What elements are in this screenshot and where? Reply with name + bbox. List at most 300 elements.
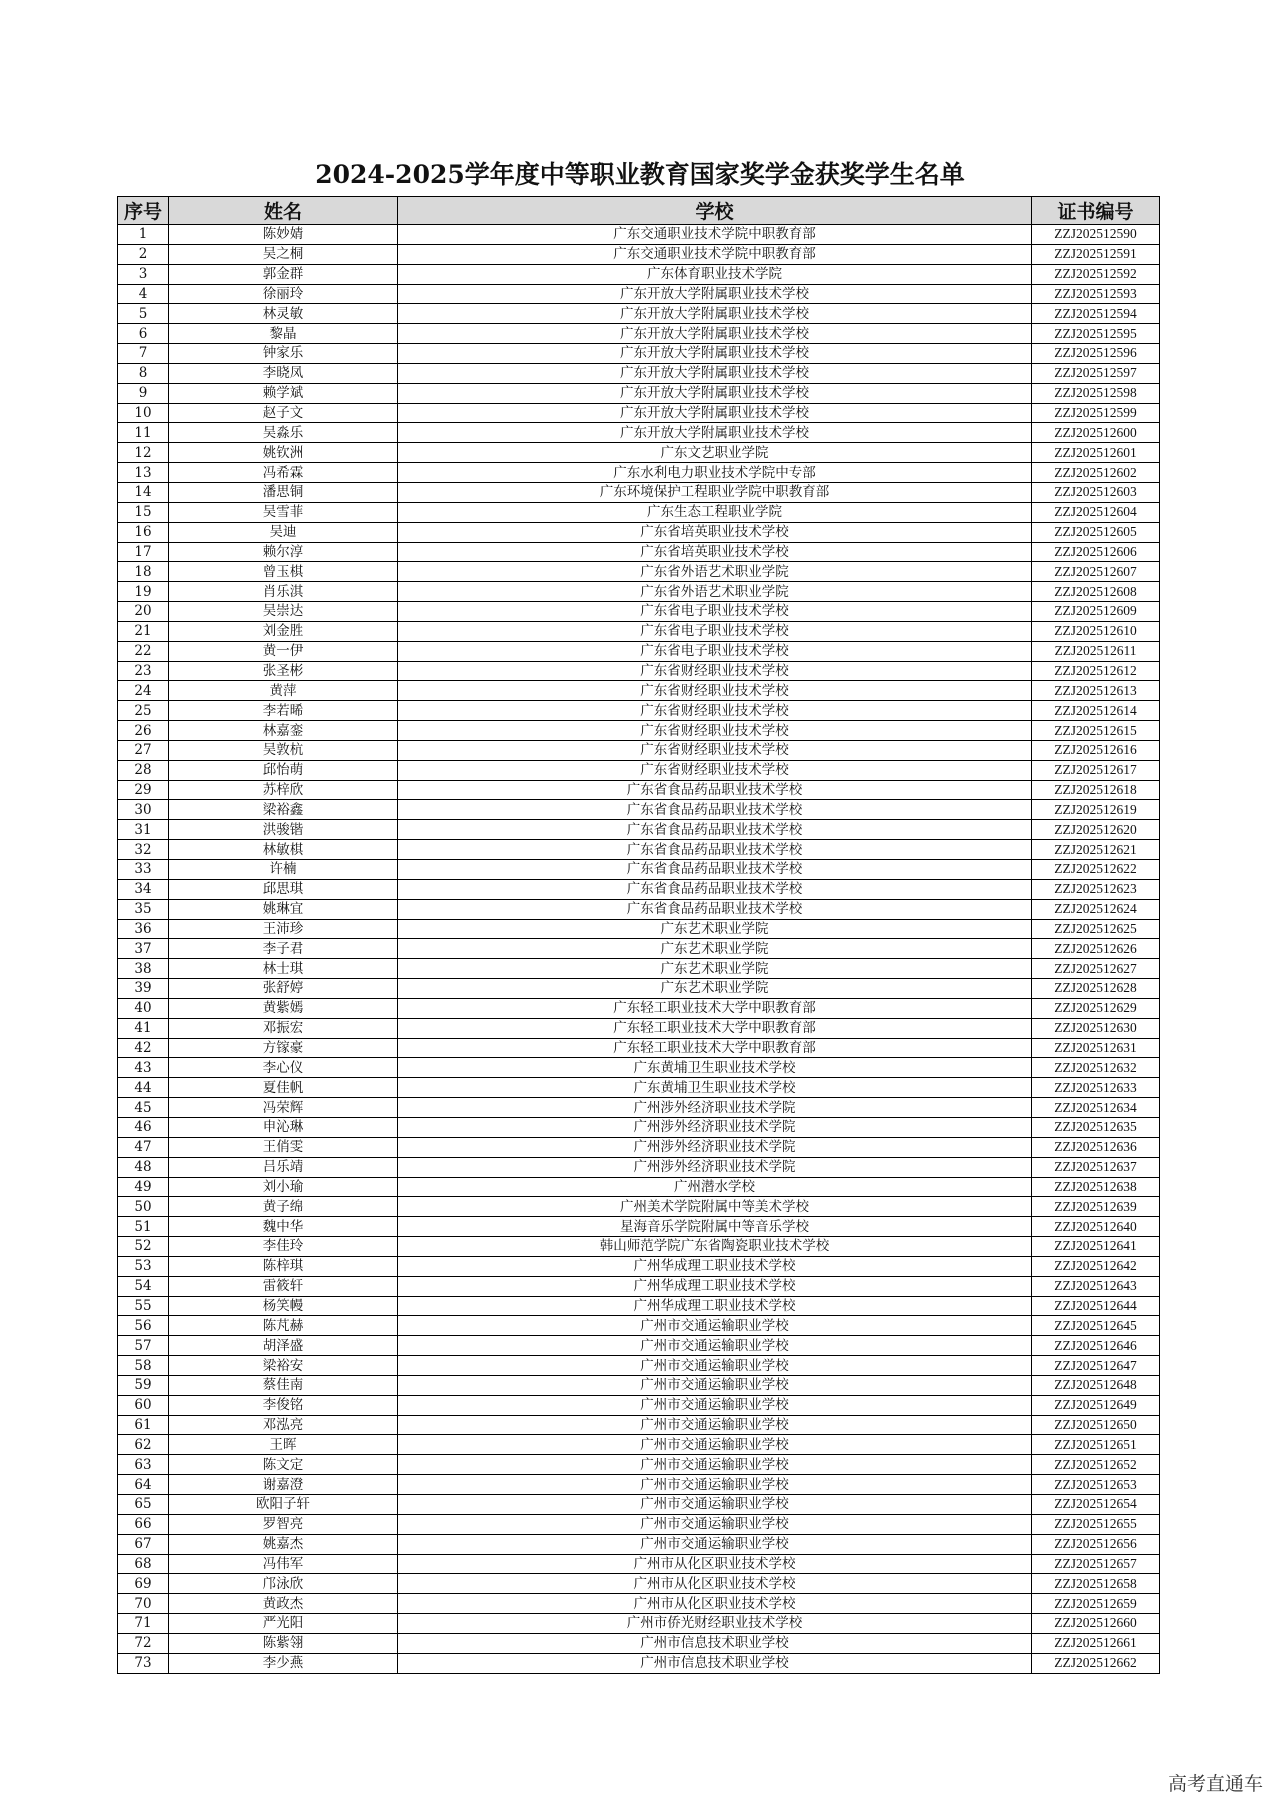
school-name: 广东水利电力职业技术学院中专部 (398, 463, 1032, 483)
table-row (118, 1217, 1160, 1237)
table-row (118, 1633, 1160, 1653)
certificate-code: ZZJ202512620 (1032, 820, 1160, 840)
table-row (118, 1455, 1160, 1475)
student-name: 黄紫嫣 (169, 998, 398, 1018)
table-row (118, 1495, 1160, 1515)
table-row (118, 681, 1160, 701)
school-name: 广东艺术职业学院 (398, 939, 1032, 959)
table-row (118, 780, 1160, 800)
table-row (118, 979, 1160, 999)
row-number: 24 (118, 681, 169, 701)
certificate-code: ZZJ202512601 (1032, 443, 1160, 463)
student-name: 陈紫翎 (169, 1633, 398, 1653)
row-number: 9 (118, 383, 169, 403)
student-name: 夏佳帆 (169, 1078, 398, 1098)
table-row (118, 701, 1160, 721)
student-name: 林士琪 (169, 959, 398, 979)
row-number: 27 (118, 740, 169, 760)
certificate-code: ZZJ202512626 (1032, 939, 1160, 959)
table-row (118, 304, 1160, 324)
student-name: 王晖 (169, 1435, 398, 1455)
certificate-code: ZZJ202512645 (1032, 1316, 1160, 1336)
certificate-code: ZZJ202512608 (1032, 582, 1160, 602)
certificate-code: ZZJ202512619 (1032, 800, 1160, 820)
student-name: 郭金群 (169, 264, 398, 284)
student-name: 陈梓琪 (169, 1256, 398, 1276)
certificate-code: ZZJ202512656 (1032, 1534, 1160, 1554)
student-name: 李少燕 (169, 1653, 398, 1673)
student-name: 罗智亮 (169, 1514, 398, 1534)
school-name: 广东开放大学附属职业技术学校 (398, 363, 1032, 383)
certificate-code: ZZJ202512641 (1032, 1237, 1160, 1257)
certificate-code: ZZJ202512607 (1032, 562, 1160, 582)
table-row (118, 602, 1160, 622)
row-number: 66 (118, 1514, 169, 1534)
row-number: 70 (118, 1594, 169, 1614)
certificate-code: ZZJ202512634 (1032, 1098, 1160, 1118)
certificate-code: ZZJ202512594 (1032, 304, 1160, 324)
table-row (118, 1375, 1160, 1395)
certificate-code: ZZJ202512635 (1032, 1117, 1160, 1137)
row-number: 16 (118, 522, 169, 542)
table-row (118, 284, 1160, 304)
row-number: 13 (118, 463, 169, 483)
student-name: 林嘉銮 (169, 721, 398, 741)
school-name: 广州美术学院附属中等美术学校 (398, 1197, 1032, 1217)
certificate-code: ZZJ202512642 (1032, 1256, 1160, 1276)
student-name: 刘金胜 (169, 621, 398, 641)
row-number: 12 (118, 443, 169, 463)
school-name: 广东省财经职业技术学校 (398, 661, 1032, 681)
table-row (118, 800, 1160, 820)
table-row (118, 1237, 1160, 1257)
student-name: 陈妙婧 (169, 225, 398, 245)
school-name: 广东艺术职业学院 (398, 979, 1032, 999)
school-name: 广东省电子职业技术学校 (398, 602, 1032, 622)
certificate-code: ZZJ202512604 (1032, 502, 1160, 522)
table-row (118, 760, 1160, 780)
row-number: 33 (118, 860, 169, 880)
student-name: 邓振宏 (169, 1018, 398, 1038)
row-number: 17 (118, 542, 169, 562)
certificate-code: ZZJ202512662 (1032, 1653, 1160, 1673)
row-number: 2 (118, 244, 169, 264)
student-name: 肖乐淇 (169, 582, 398, 602)
student-name: 陈芃赫 (169, 1316, 398, 1336)
watermark-text: 高考直通车 (1167, 1773, 1263, 1795)
certificate-code: ZZJ202512613 (1032, 681, 1160, 701)
table-row (118, 820, 1160, 840)
table-row (118, 641, 1160, 661)
certificate-code: ZZJ202512629 (1032, 998, 1160, 1018)
student-name: 吴淼乐 (169, 423, 398, 443)
student-name: 李晓凤 (169, 363, 398, 383)
row-number: 48 (118, 1157, 169, 1177)
school-name: 广州市信息技术职业学校 (398, 1633, 1032, 1653)
row-number: 30 (118, 800, 169, 820)
certificate-code: ZZJ202512591 (1032, 244, 1160, 264)
certificate-code: ZZJ202512599 (1032, 403, 1160, 423)
table-row (118, 463, 1160, 483)
certificate-code: ZZJ202512602 (1032, 463, 1160, 483)
school-name: 广州华成理工职业技术学校 (398, 1276, 1032, 1296)
header-school: 学校 (398, 197, 1032, 225)
school-name: 广东交通职业技术学院中职教育部 (398, 244, 1032, 264)
certificate-code: ZZJ202512625 (1032, 919, 1160, 939)
row-number: 58 (118, 1356, 169, 1376)
school-name: 广东黄埔卫生职业技术学校 (398, 1058, 1032, 1078)
student-name: 刘小瑜 (169, 1177, 398, 1197)
table-row (118, 1316, 1160, 1336)
school-name: 星海音乐学院附属中等音乐学校 (398, 1217, 1032, 1237)
school-name: 广州市交通运输职业学校 (398, 1356, 1032, 1376)
certificate-code: ZZJ202512610 (1032, 621, 1160, 641)
school-name: 广东省食品药品职业技术学校 (398, 780, 1032, 800)
school-name: 广东省财经职业技术学校 (398, 681, 1032, 701)
school-name: 广东环境保护工程职业学院中职教育部 (398, 482, 1032, 502)
school-name: 广州市交通运输职业学校 (398, 1415, 1032, 1435)
table-row (118, 860, 1160, 880)
school-name: 广东文艺职业学院 (398, 443, 1032, 463)
row-number: 8 (118, 363, 169, 383)
row-number: 21 (118, 621, 169, 641)
certificate-code: ZZJ202512612 (1032, 661, 1160, 681)
student-name: 蔡佳南 (169, 1375, 398, 1395)
student-name: 李心仪 (169, 1058, 398, 1078)
table-row (118, 1395, 1160, 1415)
school-name: 韩山师范学院广东省陶瓷职业技术学校 (398, 1237, 1032, 1257)
certificate-code: ZZJ202512638 (1032, 1177, 1160, 1197)
certificate-code: ZZJ202512637 (1032, 1157, 1160, 1177)
certificate-code: ZZJ202512623 (1032, 879, 1160, 899)
row-number: 65 (118, 1495, 169, 1515)
table-row (118, 1197, 1160, 1217)
school-name: 广州市交通运输职业学校 (398, 1475, 1032, 1495)
row-number: 3 (118, 264, 169, 284)
table-row (118, 919, 1160, 939)
certificate-code: ZZJ202512644 (1032, 1296, 1160, 1316)
row-number: 26 (118, 721, 169, 741)
school-name: 广东开放大学附属职业技术学校 (398, 383, 1032, 403)
certificate-code: ZZJ202512650 (1032, 1415, 1160, 1435)
certificate-code: ZZJ202512597 (1032, 363, 1160, 383)
school-name: 广东省食品药品职业技术学校 (398, 840, 1032, 860)
school-name: 广东开放大学附属职业技术学校 (398, 403, 1032, 423)
student-name: 王沛珍 (169, 919, 398, 939)
row-number: 67 (118, 1534, 169, 1554)
student-name: 冯希霖 (169, 463, 398, 483)
school-name: 广州华成理工职业技术学校 (398, 1296, 1032, 1316)
school-name: 广东交通职业技术学院中职教育部 (398, 225, 1032, 245)
row-number: 36 (118, 919, 169, 939)
table-row (118, 264, 1160, 284)
certificate-code: ZZJ202512646 (1032, 1336, 1160, 1356)
row-number: 41 (118, 1018, 169, 1038)
table-row (118, 244, 1160, 264)
school-name: 广东艺术职业学院 (398, 919, 1032, 939)
school-name: 广东开放大学附属职业技术学校 (398, 324, 1032, 344)
table-row (118, 740, 1160, 760)
school-name: 广州市交通运输职业学校 (398, 1395, 1032, 1415)
student-name: 冯荣辉 (169, 1098, 398, 1118)
table-row (118, 1117, 1160, 1137)
row-number: 51 (118, 1217, 169, 1237)
table-row (118, 1256, 1160, 1276)
table-row (118, 1534, 1160, 1554)
table-body (118, 225, 1160, 1674)
table-row (118, 582, 1160, 602)
certificate-code: ZZJ202512606 (1032, 542, 1160, 562)
certificate-code: ZZJ202512592 (1032, 264, 1160, 284)
student-name: 徐丽玲 (169, 284, 398, 304)
student-name: 姚琳宜 (169, 899, 398, 919)
row-number: 72 (118, 1633, 169, 1653)
certificate-code: ZZJ202512651 (1032, 1435, 1160, 1455)
student-name: 姚嘉杰 (169, 1534, 398, 1554)
school-name: 广州市从化区职业技术学校 (398, 1574, 1032, 1594)
certificate-code: ZZJ202512631 (1032, 1038, 1160, 1058)
certificate-code: ZZJ202512643 (1032, 1276, 1160, 1296)
row-number: 49 (118, 1177, 169, 1197)
school-name: 广州市交通运输职业学校 (398, 1455, 1032, 1475)
certificate-code: ZZJ202512661 (1032, 1633, 1160, 1653)
row-number: 14 (118, 482, 169, 502)
school-name: 广东开放大学附属职业技术学校 (398, 284, 1032, 304)
row-number: 52 (118, 1237, 169, 1257)
certificate-code: ZZJ202512595 (1032, 324, 1160, 344)
school-name: 广州市侨光财经职业技术学校 (398, 1614, 1032, 1634)
table-row (118, 661, 1160, 681)
row-number: 64 (118, 1475, 169, 1495)
school-name: 广州市交通运输职业学校 (398, 1336, 1032, 1356)
student-name: 李若晞 (169, 701, 398, 721)
table-row (118, 721, 1160, 741)
table-row (118, 959, 1160, 979)
school-name: 广东省培英职业技术学校 (398, 542, 1032, 562)
certificate-code: ZZJ202512603 (1032, 482, 1160, 502)
certificate-code: ZZJ202512598 (1032, 383, 1160, 403)
school-name: 广州涉外经济职业技术学院 (398, 1137, 1032, 1157)
student-name: 吴迪 (169, 522, 398, 542)
school-name: 广东开放大学附属职业技术学校 (398, 304, 1032, 324)
row-number: 7 (118, 344, 169, 364)
school-name: 广东轻工职业技术大学中职教育部 (398, 998, 1032, 1018)
row-number: 1 (118, 225, 169, 245)
row-number: 31 (118, 820, 169, 840)
student-name: 洪骏锴 (169, 820, 398, 840)
student-name: 赵子文 (169, 403, 398, 423)
certificate-code: ZZJ202512630 (1032, 1018, 1160, 1038)
certificate-code: ZZJ202512633 (1032, 1078, 1160, 1098)
table-row (118, 621, 1160, 641)
student-name: 李子君 (169, 939, 398, 959)
student-name: 魏中华 (169, 1217, 398, 1237)
table-row (118, 1038, 1160, 1058)
student-name: 严光阳 (169, 1614, 398, 1634)
student-name: 赖学斌 (169, 383, 398, 403)
certificate-code: ZZJ202512658 (1032, 1574, 1160, 1594)
certificate-code: ZZJ202512628 (1032, 979, 1160, 999)
student-name: 钟家乐 (169, 344, 398, 364)
student-name: 黎晶 (169, 324, 398, 344)
student-name: 雷筱轩 (169, 1276, 398, 1296)
header-no: 序号 (118, 197, 169, 225)
school-name: 广东省财经职业技术学校 (398, 740, 1032, 760)
student-name: 姚钦洲 (169, 443, 398, 463)
school-name: 广东省食品药品职业技术学校 (398, 820, 1032, 840)
row-number: 22 (118, 641, 169, 661)
table-row (118, 1177, 1160, 1197)
table-row (118, 1475, 1160, 1495)
row-number: 50 (118, 1197, 169, 1217)
table-row (118, 522, 1160, 542)
table-row (118, 1415, 1160, 1435)
header-name: 姓名 (169, 197, 398, 225)
row-number: 29 (118, 780, 169, 800)
table-row (118, 1276, 1160, 1296)
student-name: 张圣彬 (169, 661, 398, 681)
certificate-code: ZZJ202512622 (1032, 860, 1160, 880)
school-name: 广州市交通运输职业学校 (398, 1514, 1032, 1534)
table-row (118, 1336, 1160, 1356)
school-name: 广州涉外经济职业技术学院 (398, 1098, 1032, 1118)
student-name: 邱怡萌 (169, 760, 398, 780)
table-row (118, 443, 1160, 463)
school-name: 广东轻工职业技术大学中职教育部 (398, 1018, 1032, 1038)
certificate-code: ZZJ202512590 (1032, 225, 1160, 245)
student-name: 邓泓亮 (169, 1415, 398, 1435)
school-name: 广州市交通运输职业学校 (398, 1495, 1032, 1515)
student-name: 邝泳欣 (169, 1574, 398, 1594)
table-row (118, 1356, 1160, 1376)
student-name: 许楠 (169, 860, 398, 880)
row-number: 10 (118, 403, 169, 423)
row-number: 38 (118, 959, 169, 979)
school-name: 广州市交通运输职业学校 (398, 1375, 1032, 1395)
certificate-code: ZZJ202512640 (1032, 1217, 1160, 1237)
school-name: 广州市交通运输职业学校 (398, 1316, 1032, 1336)
school-name: 广东省电子职业技术学校 (398, 641, 1032, 661)
row-number: 63 (118, 1455, 169, 1475)
certificate-code: ZZJ202512654 (1032, 1495, 1160, 1515)
table-row (118, 1594, 1160, 1614)
school-name: 广东开放大学附属职业技术学校 (398, 344, 1032, 364)
school-name: 广东艺术职业学院 (398, 959, 1032, 979)
table-row (118, 1435, 1160, 1455)
table-row (118, 225, 1160, 245)
student-name: 黄政杰 (169, 1594, 398, 1614)
table-row (118, 1058, 1160, 1078)
row-number: 20 (118, 602, 169, 622)
row-number: 45 (118, 1098, 169, 1118)
certificate-code: ZZJ202512618 (1032, 780, 1160, 800)
row-number: 68 (118, 1554, 169, 1574)
school-name: 广东省培英职业技术学校 (398, 522, 1032, 542)
row-number: 15 (118, 502, 169, 522)
table-row (118, 1137, 1160, 1157)
table-row (118, 1078, 1160, 1098)
row-number: 57 (118, 1336, 169, 1356)
table-row (118, 1574, 1160, 1594)
row-number: 73 (118, 1653, 169, 1673)
table-row (118, 840, 1160, 860)
table-row (118, 899, 1160, 919)
student-name: 黄子绵 (169, 1197, 398, 1217)
school-name: 广东省财经职业技术学校 (398, 701, 1032, 721)
student-name: 申沁琳 (169, 1117, 398, 1137)
table-row (118, 1098, 1160, 1118)
school-name: 广州市交通运输职业学校 (398, 1435, 1032, 1455)
table-row (118, 562, 1160, 582)
certificate-code: ZZJ202512621 (1032, 840, 1160, 860)
header-code: 证书编号 (1032, 197, 1160, 225)
certificate-code: ZZJ202512614 (1032, 701, 1160, 721)
certificate-code: ZZJ202512632 (1032, 1058, 1160, 1078)
student-name: 吴敦杭 (169, 740, 398, 760)
row-number: 25 (118, 701, 169, 721)
student-name: 胡泽盛 (169, 1336, 398, 1356)
student-name: 冯伟军 (169, 1554, 398, 1574)
student-name: 邱思琪 (169, 879, 398, 899)
student-name: 陈文定 (169, 1455, 398, 1475)
row-number: 56 (118, 1316, 169, 1336)
row-number: 6 (118, 324, 169, 344)
row-number: 47 (118, 1137, 169, 1157)
student-name: 梁裕鑫 (169, 800, 398, 820)
row-number: 11 (118, 423, 169, 443)
row-number: 32 (118, 840, 169, 860)
school-name: 广东省食品药品职业技术学校 (398, 899, 1032, 919)
table-row (118, 324, 1160, 344)
certificate-code: ZZJ202512636 (1032, 1137, 1160, 1157)
student-name: 欧阳子轩 (169, 1495, 398, 1515)
student-name: 潘思铜 (169, 482, 398, 502)
school-name: 广州华成理工职业技术学校 (398, 1256, 1032, 1276)
certificate-code: ZZJ202512627 (1032, 959, 1160, 979)
school-name: 广东开放大学附属职业技术学校 (398, 423, 1032, 443)
school-name: 广东省财经职业技术学校 (398, 760, 1032, 780)
row-number: 60 (118, 1395, 169, 1415)
certificate-code: ZZJ202512617 (1032, 760, 1160, 780)
row-number: 71 (118, 1614, 169, 1634)
table-row (118, 1554, 1160, 1574)
student-name: 张舒婷 (169, 979, 398, 999)
student-name: 黄一伊 (169, 641, 398, 661)
certificate-code: ZZJ202512657 (1032, 1554, 1160, 1574)
table-row (118, 403, 1160, 423)
school-name: 广东省食品药品职业技术学校 (398, 800, 1032, 820)
row-number: 28 (118, 760, 169, 780)
student-name: 林敏棋 (169, 840, 398, 860)
school-name: 广州涉外经济职业技术学院 (398, 1117, 1032, 1137)
school-name: 广州市从化区职业技术学校 (398, 1554, 1032, 1574)
table-row (118, 502, 1160, 522)
certificate-code: ZZJ202512660 (1032, 1614, 1160, 1634)
row-number: 54 (118, 1276, 169, 1296)
table-row (118, 383, 1160, 403)
row-number: 53 (118, 1256, 169, 1276)
row-number: 37 (118, 939, 169, 959)
table-row (118, 542, 1160, 562)
certificate-code: ZZJ202512596 (1032, 344, 1160, 364)
table-row (118, 1653, 1160, 1673)
certificate-code: ZZJ202512615 (1032, 721, 1160, 741)
row-number: 46 (118, 1117, 169, 1137)
school-name: 广东生态工程职业学院 (398, 502, 1032, 522)
student-name: 李佳玲 (169, 1237, 398, 1257)
table-row (118, 998, 1160, 1018)
row-number: 39 (118, 979, 169, 999)
